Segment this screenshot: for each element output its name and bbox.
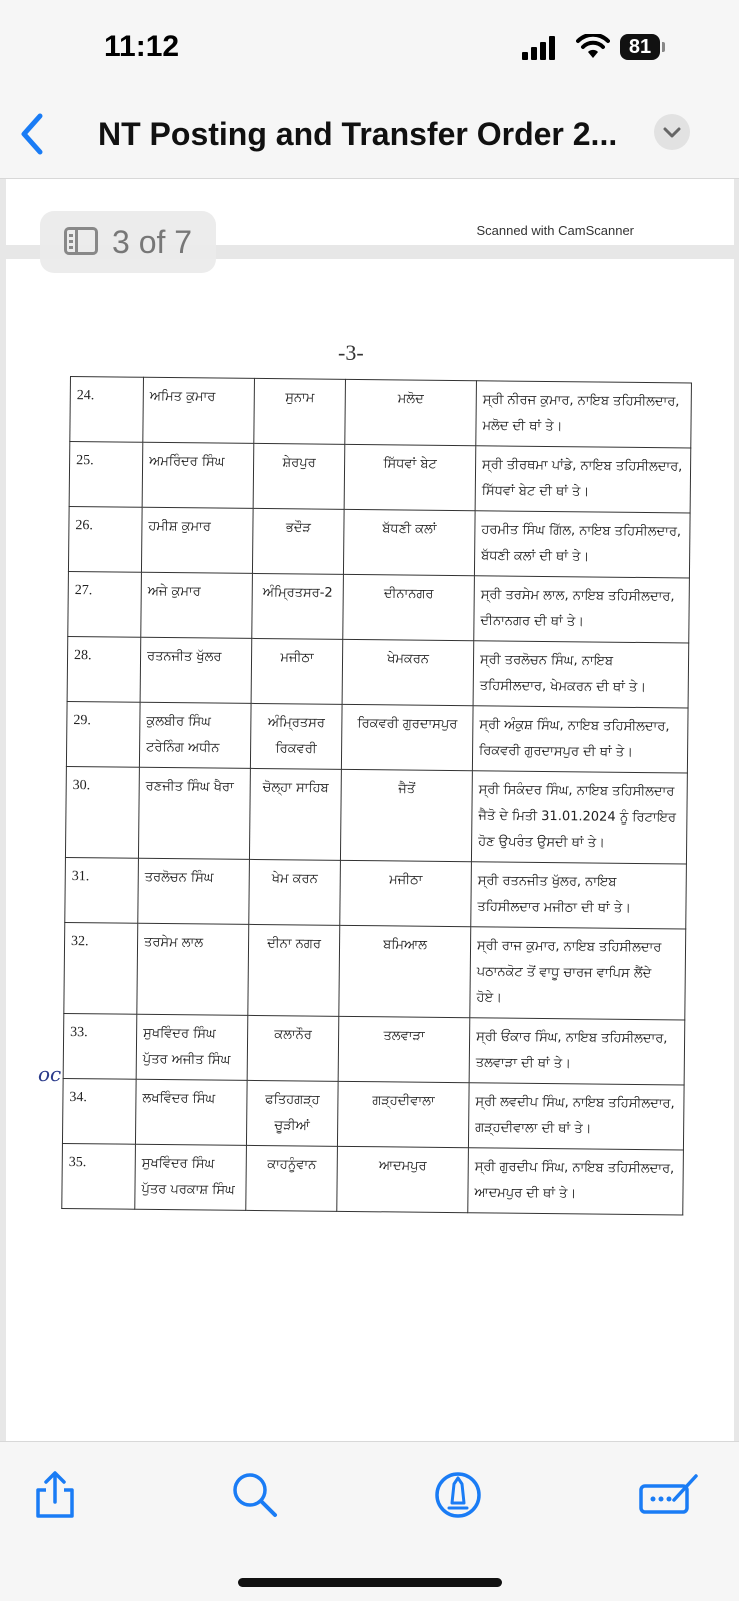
chevron-down-icon [654,114,690,150]
margin-note: oc [38,1062,62,1086]
serial-number-cell: 30. [65,766,139,858]
table-row [62,1078,684,1149]
officer-name-cell: ਅਮਰਿੰਦਰ ਸਿੰਘ [142,442,254,508]
remarks-cell: ਸ੍ਰੀ ਅੰਕੁਸ਼ ਸਿੰਘ, ਨਾਇਬ ਤਹਿਸੀਲਦਾਰ, ਰਿਕਵਰੀ ਗੁਰਦਾਸਪੁਰ ਦੀ ਥਾਂ ਤੇ। [472,706,688,773]
remarks-cell: ਸ੍ਰੀ ਓਂਕਾਰ ਸਿੰਘ, ਨਾਇਬ ਤਹਿਸੀਲਦਾਰ, ਤਲਵਾੜਾ ਦੀ ਥਾਂ ਤੇ। [469,1018,685,1085]
to-station-cell: ਜੈਤੋਂ [340,769,472,861]
serial-number-cell: 31. [65,857,139,923]
page-number: -3- [338,340,364,365]
table-row [63,1013,685,1084]
remarks-cell: ਸ੍ਰੀ ਨੀਰਜ ਕੁਮਾਰ, ਨਾਇਬ ਤਹਿਸੀਲਦਾਰ, ਮਲੋਦ ਦੀ ਥਾਂ ਤੇ। [476,381,692,448]
sidebar-icon [64,227,98,255]
serial-number-cell: 34. [62,1078,136,1144]
cellular-signal-icon [522,36,556,60]
wifi-icon [576,34,610,60]
from-station-cell: ਕਾਹਨੂੰਵਾਨ [246,1145,338,1211]
table-row [70,377,692,448]
remarks-cell: ਹਰਮੀਤ ਸਿੰਘ ਗਿੱਲ, ਨਾਇਬ ਤਹਿਸੀਲਦਾਰ, ਬੱਧਣੀ ਕਲਾਂ ਦੀ ਥਾਂ ਤੇ। [474,511,690,578]
scanned-watermark: Scanned with CamScanner [476,223,634,238]
from-station-cell: ਅੰਮ੍ਰਿਤਸਰ-2 [252,573,344,639]
officer-name-cell: ਰਣਜੀਤ ਸਿੰਘ ਖੈਰਾ [138,767,250,859]
markup-icon[interactable] [433,1470,483,1520]
transfer-order-table [61,376,692,1215]
edit-form-icon[interactable] [638,1470,700,1520]
to-station-cell: ਮਜੀਠਾ [340,860,472,926]
status-bar [0,0,739,90]
officer-name-cell: ਤਰਲੋਚਨ ਸਿੰਘ [138,858,250,924]
from-station-cell: ਮਜੀਠਾ [251,638,343,704]
serial-number-cell: 25. [69,442,143,508]
from-station-cell: ਦੀਨਾ ਨਗਰ [248,924,340,1016]
to-station-cell: ਦੀਨਾਨਗਰ [343,574,475,640]
from-station-cell: ਚੋਲ੍ਹਾ ਸਾਹਿਬ [249,768,341,860]
remarks-cell: ਸ੍ਰੀ ਗੁਰਦੀਪ ਸਿੰਘ, ਨਾਇਬ ਤਹਿਸੀਲਦਾਰ, ਆਦਮਪੁਰ ਦੀ ਥਾਂ ਤੇ। [468,1148,684,1215]
officer-name-cell: ਲਖਵਿੰਦਰ ਸਿੰਘ [135,1079,247,1145]
battery-tip [662,42,665,52]
table-row [68,506,690,577]
page-indicator-label: 3 of 7 [112,224,193,260]
officer-name-cell: ਸੁਖਵਿੰਦਰ ਸਿੰਘ ਪੁੱਤਰ ਪਰਕਾਸ਼ ਸਿੰਘ [135,1144,247,1210]
serial-number-cell: 27. [68,571,142,637]
remarks-cell: ਸ੍ਰੀ ਸਿਕੰਦਰ ਸਿੰਘ, ਨਾਇਬ ਤਹਿਸੀਲਦਾਰ ਜੈਤੋ ਦੇ ਮਿਤੀ 31.01.2024 ਨੂੰ ਰਿਟਾਇਰ ਹੋਣ ਉਪਰੰਤ ਉਸਦੀ ਥਾਂ ਤੇ। [471,771,687,864]
to-station-cell: ਬੱਧਣੀ ਕਲਾਂ [343,509,475,575]
from-station-cell: ਭਦੌੜ [252,508,344,574]
officer-name-cell: ਤਰਸੇਮ ਲਾਲ [137,923,249,1015]
to-station-cell: ਰਿਕਵਰੀ ਗੁਰਦਾਸਪੁਰ [341,704,473,770]
officer-name-cell: ਅਮਿਤ ਕੁਮਾਰ [143,377,255,443]
from-station-cell: ਕਲਾਨੌਰ [247,1015,339,1081]
table-row [68,571,690,642]
to-station-cell: ਖੇਮਕਰਨ [342,639,474,705]
status-time: 11:12 [104,30,180,63]
officer-name-cell: ਅਜੇ ਕੁਮਾਰ [141,572,253,638]
to-station-cell: ਮਲੋਦ [345,379,477,445]
from-station-cell: ਫਤਿਹਗੜ੍ਹ ਚੂੜੀਆਂ [246,1080,338,1146]
table-row [69,442,691,513]
to-station-cell: ਬਮਿਆਲ [339,925,471,1017]
table-row [65,857,687,928]
officer-name-cell: ਰਤਨਜੀਤ ਖੁੱਲਰ [140,637,252,703]
remarks-cell: ਸ੍ਰੀ ਤਰਲੋਚਨ ਸਿੰਘ, ਨਾਇਬ ਤਹਿਸੀਲਦਾਰ, ਖੇਮਕਰਨ ਦੀ ਥਾਂ ਤੇ। [473,641,689,708]
table-row [66,701,688,772]
remarks-cell: ਸ੍ਰੀ ਲਵਦੀਪ ਸਿੰਘ, ਨਾਇਬ ਤਹਿਸੀਲਦਾਰ, ਗੜ੍ਹਦੀਵਾਲਾ ਦੀ ਥਾਂ ਤੇ। [468,1083,684,1150]
share-icon[interactable] [30,1470,80,1520]
from-station-cell: ਖੇਮ ਕਰਨ [249,859,341,925]
serial-number-cell: 32. [64,922,138,1014]
navigation-bar [0,90,739,179]
back-chevron-icon[interactable] [14,110,54,158]
table-row [65,766,687,863]
remarks-cell: ਸ੍ਰੀ ਰਾਜ ਕੁਮਾਰ, ਨਾਇਬ ਤਹਿਸੀਲਦਾਰ ਪਠਾਨਕੋਟ ਤੋਂ ਵਾਧੂ ਚਾਰਜ ਵਾਪਿਸ ਲੈਂਦੇ ਹੋਏ। [470,927,686,1020]
serial-number-cell: 26. [68,506,142,572]
officer-name-cell: ਸੁਖਵਿੰਦਰ ਸਿੰਘ ਪੁੱਤਰ ਅਜੀਤ ਸਿੰਘ [136,1014,248,1080]
from-station-cell: ਸ਼ੇਰਪੁਰ [253,443,345,509]
page-indicator[interactable] [40,211,216,273]
serial-number-cell: 33. [63,1013,137,1079]
to-station-cell: ਆਦਮਪੁਰ [337,1146,469,1212]
table-row [67,636,689,707]
officer-name-cell: ਕੁਲਬੀਰ ਸਿੰਘ ਟਰੇਨਿੰਗ ਅਧੀਨ [139,702,251,768]
from-station-cell: ਸੁਨਾਮ [254,378,346,444]
table-row [64,922,686,1019]
serial-number-cell: 35. [62,1143,136,1209]
to-station-cell: ਗੜ੍ਹਦੀਵਾਲਾ [337,1081,469,1147]
search-icon[interactable] [230,1470,280,1520]
officer-name-cell: ਹਮੀਸ਼ ਕੁਮਾਰ [141,507,253,573]
remarks-cell: ਸ੍ਰੀ ਤਰਸੇਮ ਲਾਲ, ਨਾਇਬ ਤਹਿਸੀਲਦਾਰ, ਦੀਨਾਨਗਰ ਦੀ ਥਾਂ ਤੇ। [474,576,690,643]
title-menu-button[interactable] [654,114,690,150]
document-title: NT Posting and Transfer Order 2... [98,116,618,152]
remarks-cell: ਸ੍ਰੀ ਤੀਰਥਮਾ ਪਾਂਡੇ, ਨਾਇਬ ਤਹਿਸੀਲਦਾਰ, ਸਿੱਧਵਾਂ ਬੇਟ ਦੀ ਥਾਂ ਤੇ। [475,446,691,513]
serial-number-cell: 24. [70,377,144,443]
home-indicator [238,1578,502,1587]
serial-number-cell: 28. [67,636,141,702]
serial-number-cell: 29. [66,701,140,767]
to-station-cell: ਤਲਵਾੜਾ [338,1016,470,1082]
to-station-cell: ਸਿੱਧਵਾਂ ਬੇਟ [344,444,476,510]
from-station-cell: ਅੰਮ੍ਰਿਤਸਰ ਰਿਕਵਰੀ [250,703,342,769]
remarks-cell: ਸ੍ਰੀ ਰਤਨਜੀਤ ਖੁੱਲਰ, ਨਾਇਬ ਤਹਿਸੀਲਦਾਰ ਮਜੀਠਾ ਦੀ ਥਾਂ ਤੇ। [471,862,687,929]
table-row [62,1143,684,1214]
battery-indicator: 81 [620,34,660,60]
bottom-toolbar [0,1441,739,1601]
